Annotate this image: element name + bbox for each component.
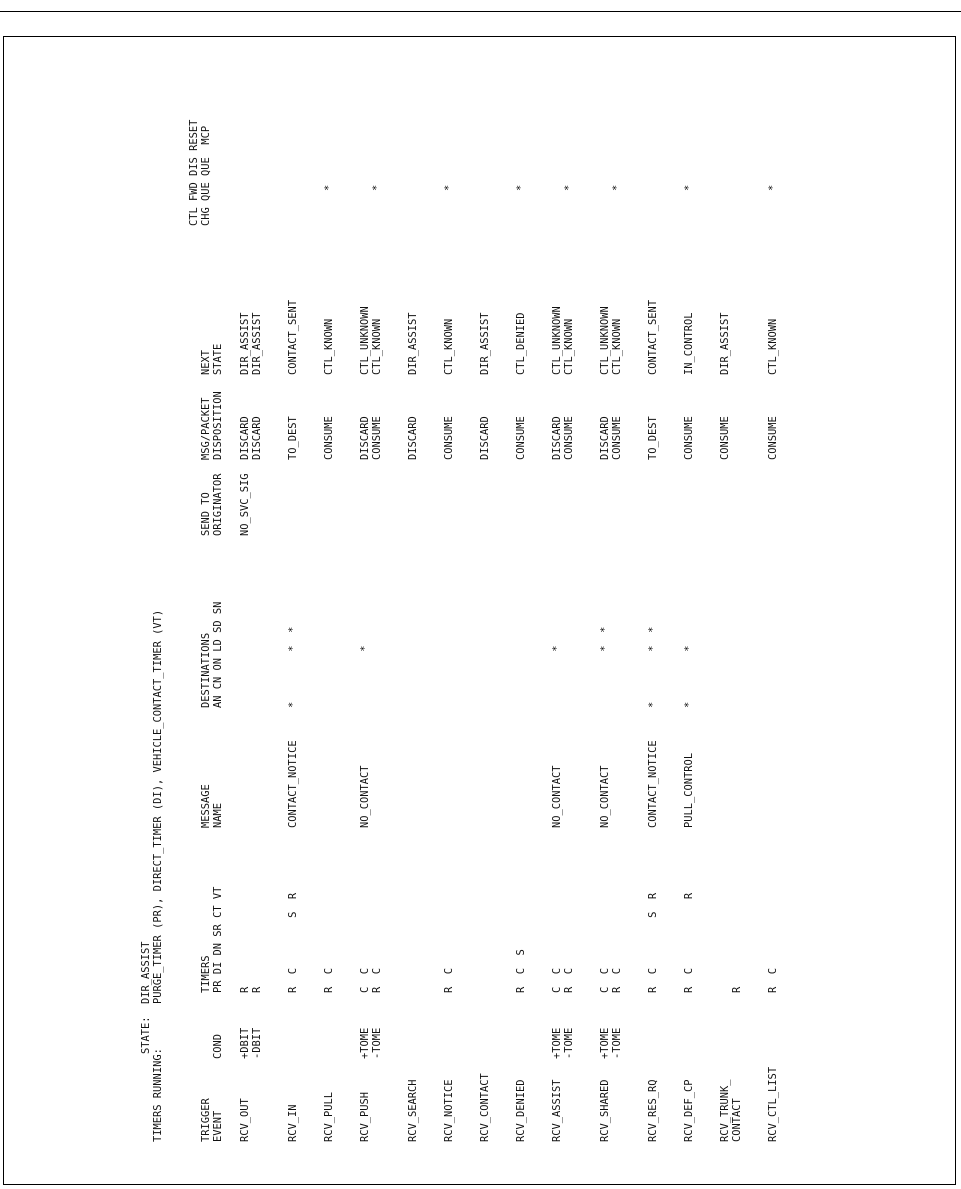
condition: +DBIT -DBIT xyxy=(239,1027,263,1059)
disposition: CONSUME xyxy=(443,416,455,460)
trigger-event: RCV_ASSIST xyxy=(551,1079,563,1142)
message-name: NO_CONTACT xyxy=(551,765,563,828)
trigger-event: RCV_SEARCH xyxy=(407,1079,419,1142)
timers-cell: C C R C xyxy=(551,967,575,993)
timers-cell: R C S R xyxy=(287,892,299,993)
header-send-to-originator: SEND TO ORIGINATOR xyxy=(200,473,224,536)
destinations-cell: * * * xyxy=(647,626,659,708)
timers-cell: C C R C xyxy=(599,967,623,993)
timers-cell: R xyxy=(731,986,743,993)
header-flags: CTL FWD DIS RESET CHG QUE QUE MCP xyxy=(188,119,212,226)
header-next-state: NEXT STATE xyxy=(200,343,224,375)
trigger-event: RCV_CONTACT xyxy=(479,1073,491,1142)
timers-cell: R R xyxy=(239,986,263,993)
header-trigger-event: TRIGGER EVENT xyxy=(200,1098,224,1142)
destinations-cell: * * xyxy=(599,626,611,708)
flags-cell: * xyxy=(515,184,527,191)
condition: +TOME -TOME xyxy=(551,1027,575,1059)
message-name: CONTACT_NOTICE xyxy=(287,740,299,828)
next-state: CTL_KNOWN xyxy=(767,318,779,375)
state-label: STATE: xyxy=(140,1016,152,1054)
trigger-event: RCV_OUT xyxy=(239,1098,251,1142)
disposition: CONSUME xyxy=(719,416,731,460)
timers-running-label: TIMERS RUNNING: xyxy=(152,1048,164,1142)
header-timers: TIMERS PR DI DN SR CT VT xyxy=(200,886,224,993)
next-state: DIR_ASSIST xyxy=(479,312,491,375)
destinations-cell: * xyxy=(359,645,371,708)
header-msg-packet-disposition: MSG/PACKET DISPOSITION xyxy=(200,391,224,460)
condition: +TOME -TOME xyxy=(359,1027,383,1059)
top-rule xyxy=(0,11,961,12)
flags-cell: * xyxy=(443,184,455,191)
header-cond: COND xyxy=(212,1033,224,1059)
header-message-name: MESSAGE NAME xyxy=(200,784,224,828)
timers-cell: R C S R xyxy=(647,892,659,993)
flags-cell: * xyxy=(611,184,623,191)
disposition: CONSUME xyxy=(767,416,779,460)
destinations-cell: * * xyxy=(683,645,695,708)
flags-cell: * xyxy=(683,184,695,191)
disposition: DISCARD CONSUME xyxy=(551,416,575,460)
flags-cell: * xyxy=(767,184,779,191)
next-state: IN_CONTROL xyxy=(683,312,695,375)
timers-cell: R C R xyxy=(683,892,695,993)
disposition: DISCARD CONSUME xyxy=(359,416,383,460)
next-state: DIR_ASSIST xyxy=(719,312,731,375)
disposition: CONSUME xyxy=(683,416,695,460)
message-name: NO_CONTACT xyxy=(599,765,611,828)
trigger-event: RCV_NOTICE xyxy=(443,1079,455,1142)
message-name: NO_CONTACT xyxy=(359,765,371,828)
condition: +TOME -TOME xyxy=(599,1027,623,1059)
header-destinations: DESTINATIONS AN CN ON LD SD SN xyxy=(200,601,224,708)
timers-cell: R C xyxy=(767,967,779,993)
disposition: DISCARD xyxy=(479,416,491,460)
next-state: CTL_KNOWN xyxy=(323,318,335,375)
trigger-event: RCV_DEF_CP xyxy=(683,1079,695,1142)
next-state: CTL_UNKNOWN CTL_KNOWN xyxy=(599,306,623,375)
trigger-event: RCV_DENIED xyxy=(515,1079,527,1142)
message-name: PULL_CONTROL xyxy=(683,752,695,828)
state-table xyxy=(140,45,779,1150)
next-state: DIR_ASSIST DIR_ASSIST xyxy=(239,312,263,375)
trigger-event: RCV_CTL_LIST xyxy=(767,1066,779,1142)
disposition: DISCARD xyxy=(407,416,419,460)
next-state: CONTACT_SENT xyxy=(647,299,659,375)
disposition: DISCARD CONSUME xyxy=(599,416,623,460)
flags-cell: * xyxy=(371,184,383,191)
timers-cell: R C xyxy=(443,967,455,993)
trigger-event: RCV_PULL xyxy=(323,1091,335,1142)
trigger-event: RCV_SHARED xyxy=(599,1079,611,1142)
trigger-event: RCV_IN xyxy=(287,1104,299,1142)
next-state: DIR_ASSIST xyxy=(407,312,419,375)
disposition: TO_DEST xyxy=(647,416,659,460)
disposition: TO_DEST xyxy=(287,416,299,460)
destinations-cell: * xyxy=(551,645,563,708)
timers-cell: C C R C xyxy=(359,967,383,993)
timers-running-value: PURGE_TIMER (PR), DIRECT_TIMER (DI), VEHICLE_CONTACT_TIMER (VT) xyxy=(152,609,164,1004)
send-to-originator: NO_SVC_SIG xyxy=(239,473,251,536)
next-state: CTL_UNKNOWN CTL_KNOWN xyxy=(359,306,383,375)
timers-cell: R C xyxy=(323,967,335,993)
disposition: DISCARD DISCARD xyxy=(239,416,263,460)
destinations-cell: * * * xyxy=(287,626,299,708)
timers-cell: R C S xyxy=(515,949,527,993)
trigger-event: RCV_RES_RQ xyxy=(647,1079,659,1142)
next-state: CONTACT_SENT xyxy=(287,299,299,375)
disposition: CONSUME xyxy=(323,416,335,460)
state-value: DIR_ASSIST xyxy=(140,941,152,1004)
flags-cell: * xyxy=(563,184,575,191)
trigger-event: RCV_TRUNK_ CONTACT xyxy=(719,1079,743,1142)
trigger-event: RCV_PUSH xyxy=(359,1091,371,1142)
next-state: CTL_UNKNOWN CTL_KNOWN xyxy=(551,306,575,375)
disposition: CONSUME xyxy=(515,416,527,460)
message-name: CONTACT_NOTICE xyxy=(647,740,659,828)
next-state: CTL_KNOWN xyxy=(443,318,455,375)
next-state: CTL_DENIED xyxy=(515,312,527,375)
flags-cell: * xyxy=(323,184,335,191)
